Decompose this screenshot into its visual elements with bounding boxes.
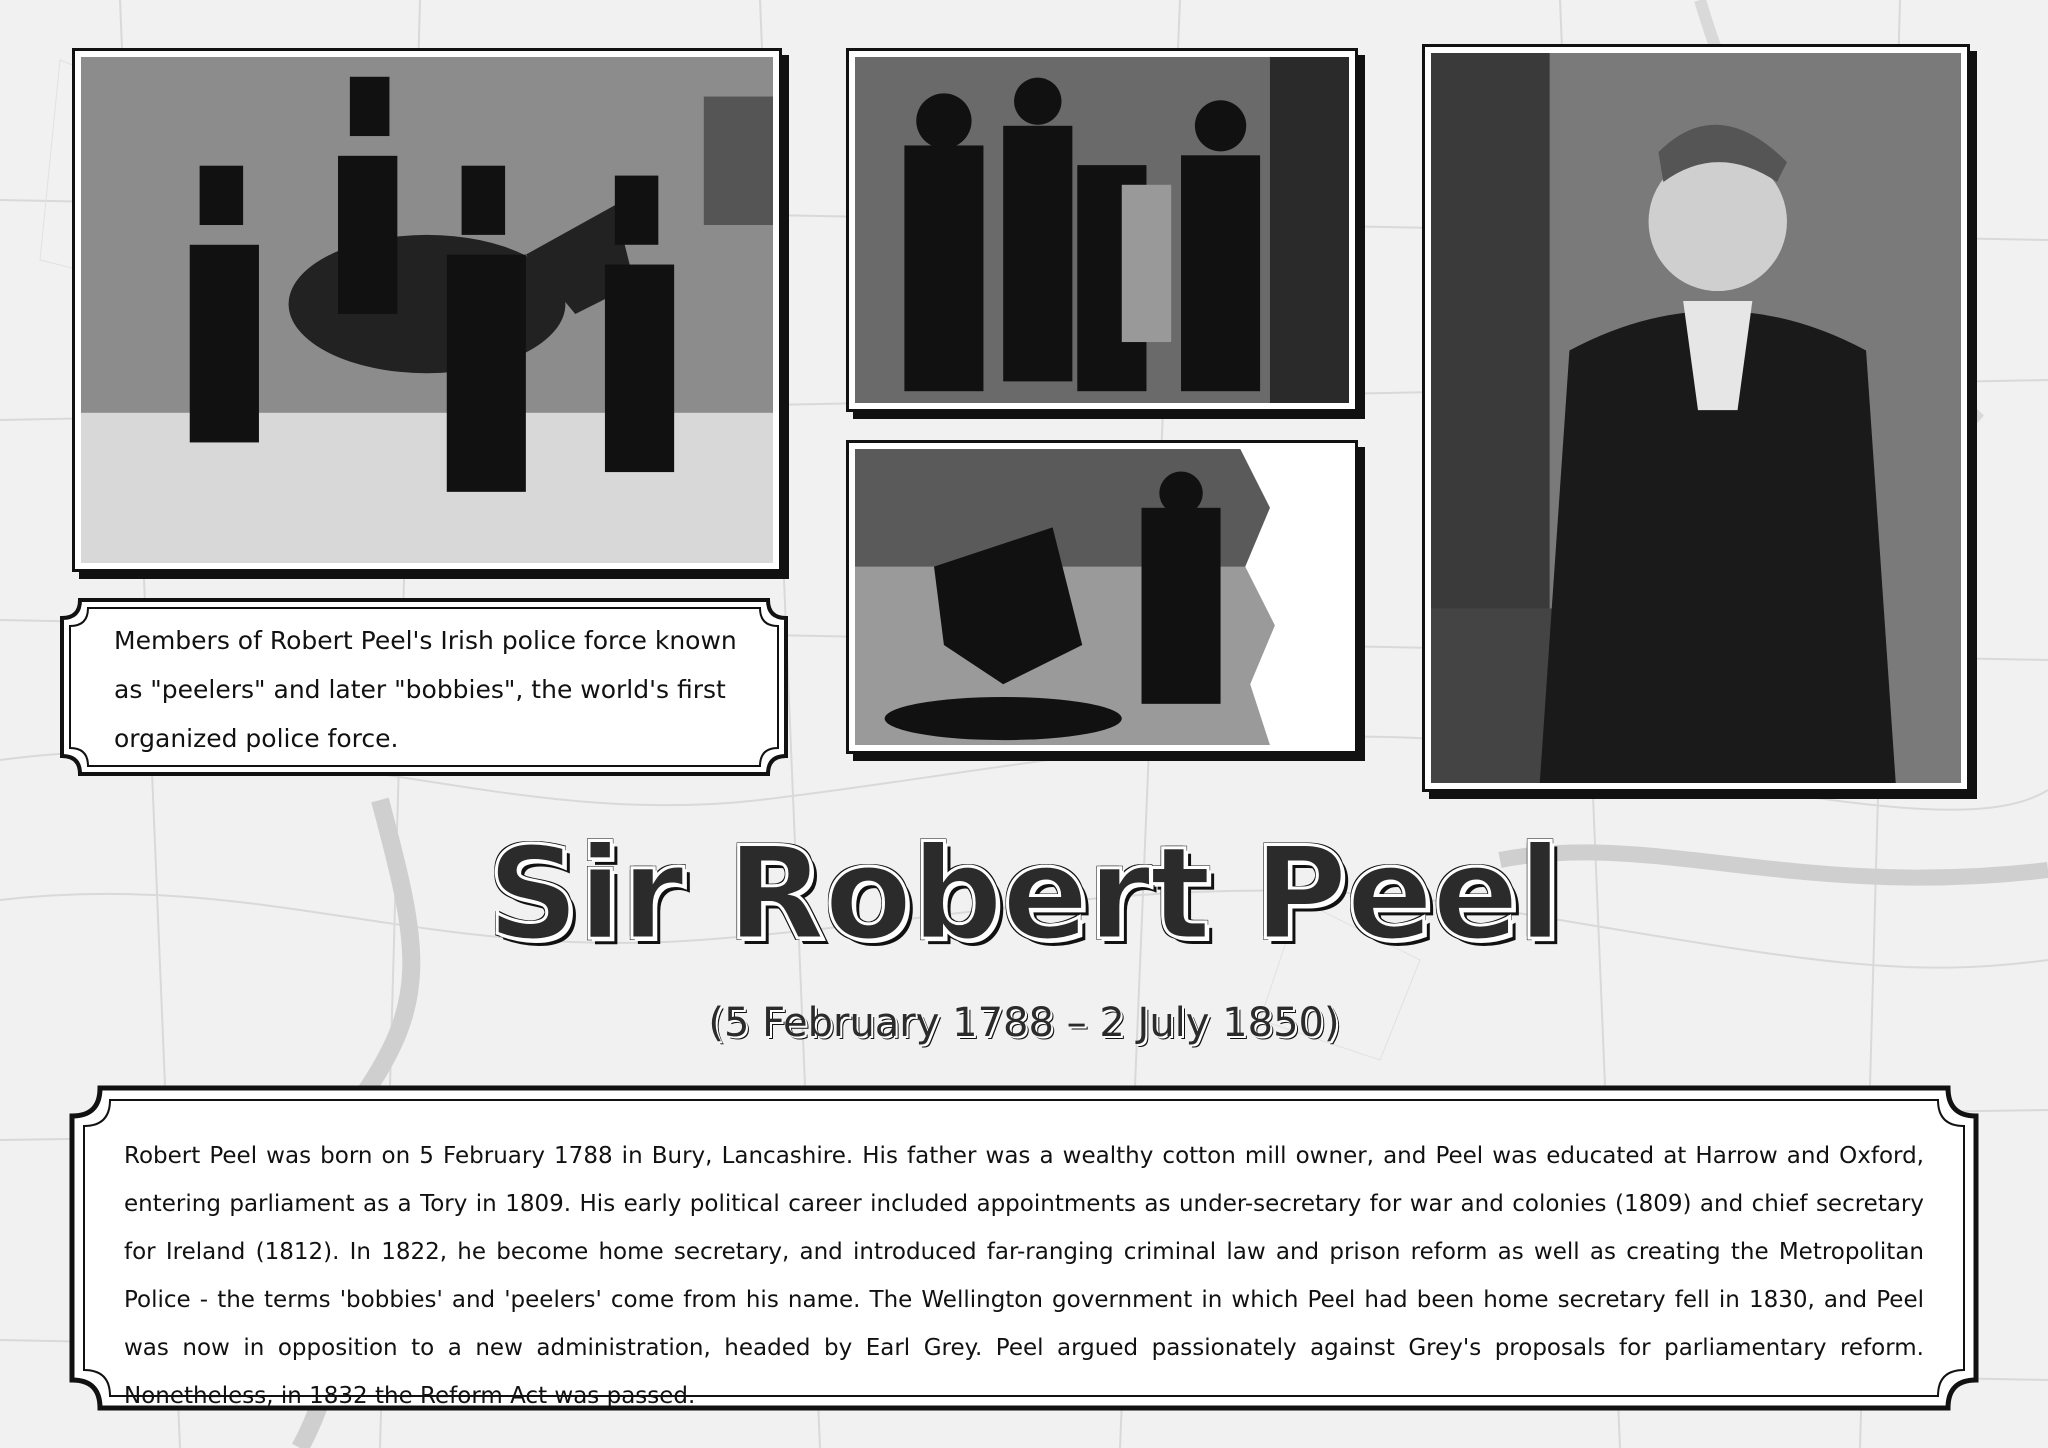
photo-victorian-illustration xyxy=(846,440,1358,754)
biography-text: Robert Peel was born on 5 February 1788 in Bury, Lancashire. His father was a wealthy cotton mill owner, and Peel was educated at Harrow and Oxford, entering parliament as a Tory in 1809. His early political career included appointments as under-secretary for war and colonies (1809) and chief secretary for Ireland (1812). In 1822, he become home secretary, and introduced far-ranging criminal law and prison reform as well as creating the Metropolitan Police - the terms 'bobbies' and 'peelers' come from his name. The Wellington government in which Peel had been home secretary fell in 1830, and Peel was now in opposition to a new administration, headed by Earl Grey. Peel argued passionately against Grey's proposals for parliamentary reform. Nonetheless, in 1832 the Reform Act was passed. xyxy=(124,1143,1924,1409)
page-title: Sir Robert Peel xyxy=(487,820,1561,969)
caption-text: Members of Robert Peel's Irish police force known as "peelers" and later "bobbies", the world's first organized police force. xyxy=(114,626,737,753)
victorian-illustration xyxy=(855,449,1349,745)
photo-robert-peel-portrait xyxy=(1422,44,1970,792)
robert-peel-portrait-illustration xyxy=(1431,53,1961,783)
peelers-horse-illustration xyxy=(81,57,773,563)
biography-box xyxy=(66,1082,1982,1414)
photo-peelers-horse xyxy=(72,48,782,572)
caption-box xyxy=(56,594,792,780)
photo-police-arrest xyxy=(846,48,1358,412)
life-dates: (5 February 1788 – 2 July 1850) xyxy=(708,1000,1340,1046)
police-arrest-illustration xyxy=(855,57,1349,403)
